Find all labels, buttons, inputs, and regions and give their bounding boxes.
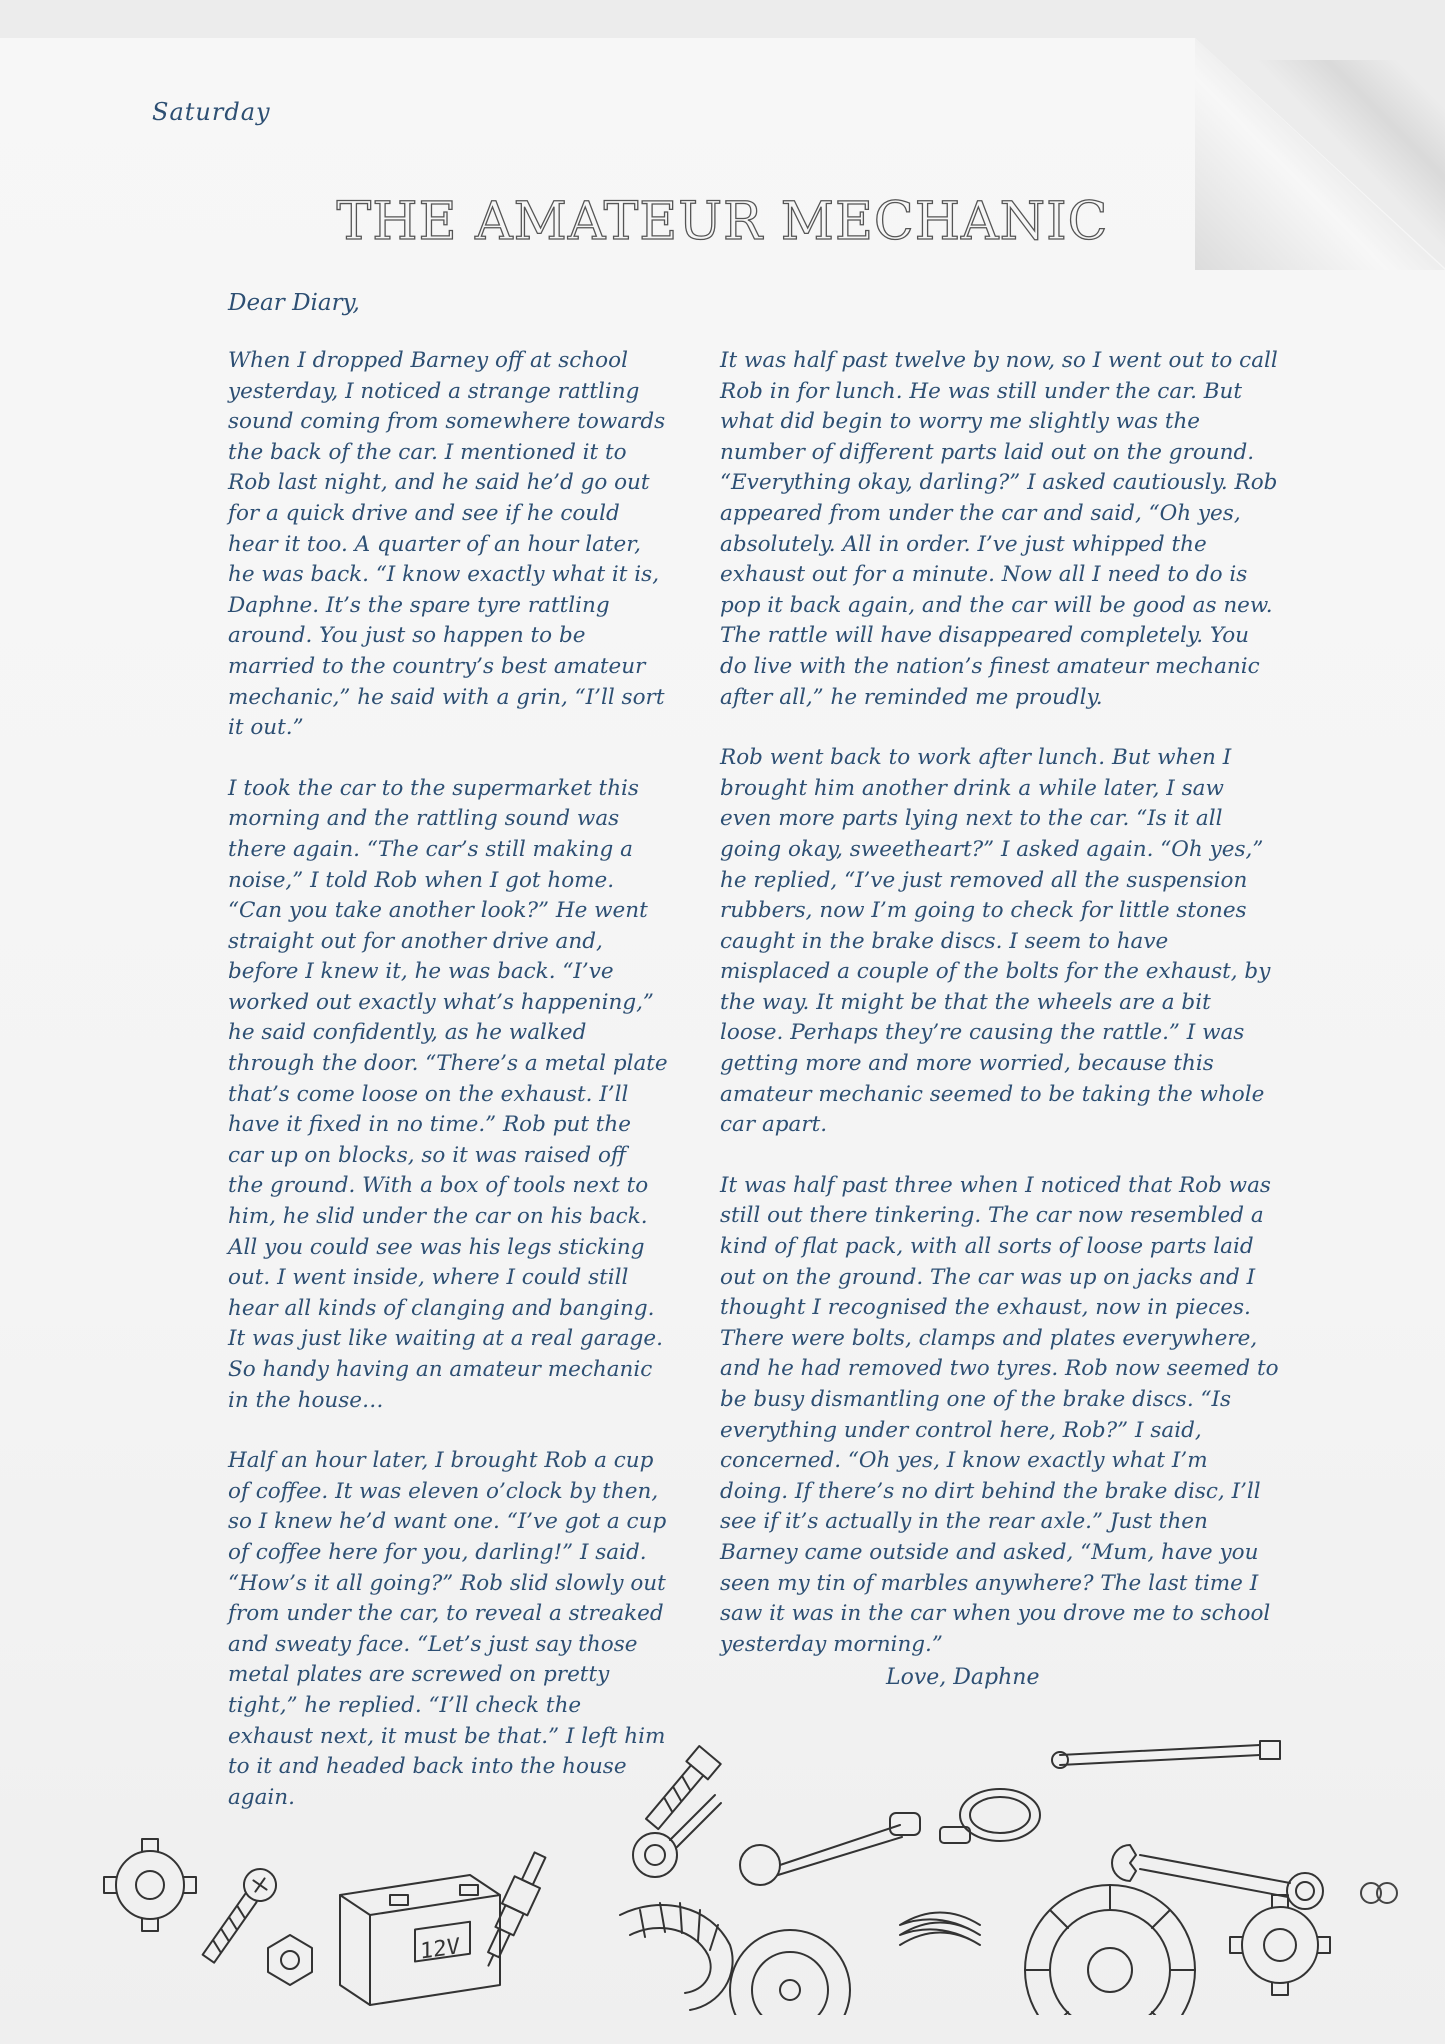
gear-icon: [104, 1839, 196, 1931]
page-title: THE AMATEUR MECHANIC: [336, 192, 1109, 252]
paragraph: Rob went back to work after lunch. But when I brought him another drink a while later, I saw even more parts lying next to the car. “Is it all going okay, sweetheart?” I asked again. “Oh yes,” he replied, “I’ve just removed all the suspension rubbers, now I’m going to check for little stones caught in the brake discs. I seem to have misplaced a couple of the bolts for the exhaust, by the way. It might be that the wheels are a bit loose. Perhaps they’re causing the rattle.” I was getting more and more worried, because this amateur mechanic seemed to be taking the whole car apart.: [720, 745, 1271, 1138]
nut-icon: [268, 1935, 312, 1985]
spark-plug-icon: [476, 1849, 553, 1971]
salutation: Dear Diary,: [228, 290, 360, 316]
right-column: [720, 346, 1280, 1690]
battery-icon: [340, 1875, 500, 2005]
left-column: [228, 346, 668, 1843]
paragraph: Half an hour later, I brought Rob a cup of coffee. It was eleven o’clock by then, so I knew he’d want one. “I’ve got a cup of coffee here for you, darling!” I said. “How’s it all going?” Rob slid slowly out from under the car, to reveal a streaked and sweaty face. “Let’s just say those metal plates are screwed on pretty tight,” he replied. “I’ll check the exhaust next, it must be that.” I left him to it and headed back into the house again.: [228, 1448, 667, 1810]
tie-rod-icon: [740, 1813, 920, 1885]
paragraph: I took the car to the supermarket this morning and the rattling sound was there again. “The car’s still making a noise,” I told Rob when I got home. “Can you take another look?” He went straight out for another drive and, before I knew it, he was back. “I’ve worked out exactly what’s happening,” he said confidently, as he walked through the door. “There’s a metal plate that’s come loose on the exhaust. I’ll have it fixed in no time.” Rob put the car up on blocks, so it was raised off the ground. With a box of tools next to him, he slid under the car on his back. All you could see was his legs sticking out. I went inside, where I could still hear all kinds of clanging and banging. It was just like waiting at a real garage. So handy having an amateur mechanic in the house…: [228, 775, 668, 1413]
hose-icon: [620, 1903, 733, 2010]
push-rod-icon: [1052, 1741, 1280, 1768]
diary-date: Saturday: [152, 98, 271, 126]
gear-icon: [1230, 1895, 1330, 1995]
hose-clamp-icon: [940, 1789, 1040, 1843]
battery-label: 12V: [420, 1933, 460, 1965]
paragraph: When I dropped Barney off at school yesterday, I noticed a strange rattling sound coming from somewhere towards the back of the car. I mentioned it to Rob last night, and he said he’d go out for a quick drive and see if he could hear it too. A quarter of an hour later, he was back. “I know exactly what it is, Daphne. It’s the spare tyre rattling around. You just so happen to be married to the country’s best amateur mechanic,” he said with a grin, “I’ll sort it out.”: [228, 348, 666, 741]
wrench-icon: [1112, 1845, 1323, 1909]
bolt-icon: [641, 1746, 720, 1833]
screw-icon: [195, 1863, 282, 1968]
car-parts-illustration: [100, 1715, 1400, 2015]
signoff: Love, Daphne: [886, 1665, 1040, 1690]
wheel-icon: [730, 1930, 850, 2015]
spring-icon: [900, 1913, 980, 1946]
paragraph: It was half past three when I noticed that Rob was still out there tinkering. The car now resembled a kind of flat pack, with all sorts of loose parts laid out on the ground. The car was up on jacks and I thought I recognised the exhaust, now in pieces. There were bolts, clamps and plates everywhere, and he had removed two tyres. Rob now seemed to be busy dismantling one of the brake discs. “Is everything under control here, Rob?” I said, concerned. “Oh yes, I know exactly what I’m doing. If there’s no dirt behind the brake disc, I’ll see if it’s actually in the rear axle.” Just then Barney came outside and asked, “Mum, have you seen my tin of marbles anywhere? The last time I saw it was in the car when you drove me to school yesterday morning.”: [720, 1172, 1279, 1657]
publisher-logo: [1358, 1880, 1400, 1906]
brake-disc-icon: [1025, 1885, 1195, 2015]
paragraph: It was half past twelve by now, so I went out to call Rob in for lunch. He was still under the car. But what did begin to worry me slightly was the number of different parts laid out on the ground. “Everything okay, darling?” I asked cautiously. Rob appeared from under the car and said, “Oh yes, absolutely. All in order. I’ve just whipped the exhaust out for a minute. Now all I need to do is pop it back again, and the car will be good as new. The rattle will have disappeared completely. You do live with the nation’s finest amateur mechanic after all,” he reminded me proudly.: [720, 348, 1278, 710]
